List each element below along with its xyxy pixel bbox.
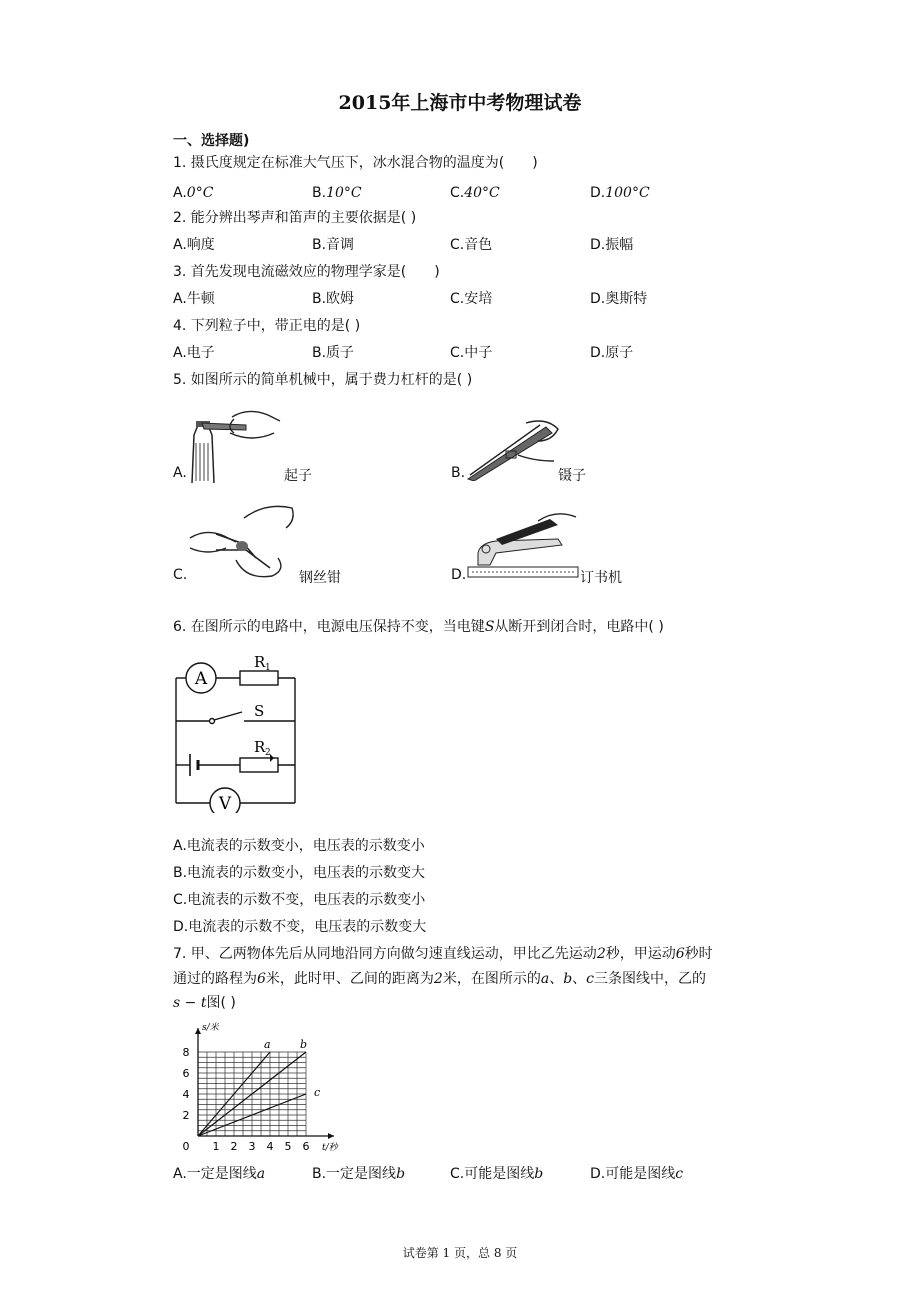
- q1-option-b[interactable]: B.10°C: [312, 185, 362, 201]
- q5-caption-a: 起子: [284, 468, 312, 484]
- circuit-diagram: [170, 648, 302, 813]
- q2-option-b[interactable]: B.音调: [312, 237, 355, 253]
- q2-option-d[interactable]: D.振幅: [590, 237, 634, 253]
- q2-option-c[interactable]: C.音色: [450, 237, 493, 253]
- q2-stem: 2. 能分辨出琴声和笛声的主要依据是( ): [173, 210, 417, 226]
- q6-option-a[interactable]: A.电流表的示数变小，电压表的示数变小: [173, 838, 425, 854]
- bottle-opener-figure: [182, 403, 282, 485]
- section-heading: 一、选择题): [173, 133, 250, 149]
- q5-letter-c[interactable]: C.: [173, 567, 188, 583]
- q4-option-b[interactable]: B.质子: [312, 345, 355, 361]
- q1-option-c[interactable]: C.40°C: [450, 185, 500, 201]
- q7-option-a[interactable]: A.一定是图线a: [173, 1166, 266, 1182]
- q7-line-2: 通过的路程为6米，此时甲、乙间的距离为2米，在图所示的a、b、c三条图线中，乙的: [173, 971, 707, 987]
- series-label-b: b: [300, 1038, 308, 1051]
- st-graph: [170, 1018, 350, 1158]
- x-axis-arrow: [328, 1133, 334, 1139]
- q5-caption-b: 镊子: [558, 468, 586, 484]
- q7-option-d[interactable]: D.可能是图线c: [590, 1166, 684, 1182]
- r1-label: R: [254, 653, 266, 671]
- q3-option-d[interactable]: D.奥斯特: [590, 291, 648, 307]
- q6-stem: 6. 在图所示的电路中，电源电压保持不变，当电键S从断开到闭合时，电路中( ): [173, 619, 664, 635]
- x-tick-label: 6: [302, 1140, 310, 1153]
- wire-pliers-figure: [186, 498, 298, 582]
- q5-letter-b[interactable]: B.: [451, 465, 466, 481]
- x-tick-label: 5: [284, 1140, 292, 1153]
- q3-option-c[interactable]: C.安培: [450, 291, 493, 307]
- x-tick-label: 4: [266, 1140, 274, 1153]
- q2-option-a[interactable]: A.响度: [173, 237, 215, 253]
- q7-line-3: s − t图( ): [173, 995, 236, 1011]
- q7-option-c[interactable]: C.可能是图线b: [450, 1166, 544, 1182]
- x-tick-label: 2: [230, 1140, 238, 1153]
- q3-option-b[interactable]: B.欧姆: [312, 291, 355, 307]
- ammeter-label: A: [194, 669, 208, 689]
- y-tick-label: 2: [182, 1109, 190, 1122]
- q5-caption-c: 钢丝钳: [299, 570, 341, 586]
- x-tick-label: 3: [248, 1140, 256, 1153]
- q1-option-d[interactable]: D.100°C: [590, 185, 650, 201]
- x-axis-label: t/秒: [322, 1143, 338, 1153]
- q7-line-1: 7. 甲、乙两物体先后从同地沿同方向做匀速直线运动，甲比乙先运动2秒，甲运动6秒时: [173, 946, 713, 962]
- q5-stem: 5. 如图所示的简单机械中，属于费力杠杆的是( ): [173, 372, 473, 388]
- q5-caption-d: 订书机: [580, 570, 622, 586]
- r2-label: R: [254, 738, 266, 756]
- q6-option-b[interactable]: B.电流表的示数变小，电压表的示数变大: [173, 865, 426, 881]
- q4-option-d[interactable]: D.原子: [590, 345, 634, 361]
- q5-letter-d[interactable]: D.: [451, 567, 467, 583]
- y-tick-label: 8: [182, 1046, 190, 1059]
- r2-subscript: 2: [265, 748, 271, 758]
- page-footer: 试卷第 1 页，总 8 页: [402, 1246, 518, 1260]
- voltmeter-label: V: [218, 794, 232, 813]
- q1-stem: 1. 摄氏度规定在标准大气压下，冰水混合物的温度为( ): [173, 155, 538, 171]
- q6-option-d[interactable]: D.电流表的示数不变，电压表的示数变大: [173, 919, 427, 935]
- switch-label: S: [254, 702, 265, 720]
- q1-option-a[interactable]: A.0°C: [173, 185, 214, 201]
- q7-option-b[interactable]: B.一定是图线b: [312, 1166, 406, 1182]
- q3-option-a[interactable]: A.牛顿: [173, 291, 215, 307]
- tweezers-figure: [462, 415, 562, 481]
- q6-option-c[interactable]: C.电流表的示数不变，电压表的示数变小: [173, 892, 426, 908]
- q3-stem: 3. 首先发现电流磁效应的物理学家是( ): [173, 264, 440, 280]
- series-label-a: a: [264, 1038, 271, 1051]
- q4-stem: 4. 下列粒子中，带正电的是( ): [173, 318, 361, 334]
- y-axis-arrow: [195, 1028, 201, 1034]
- series-label-c: c: [314, 1086, 321, 1099]
- q5-letter-a[interactable]: A.: [173, 465, 187, 481]
- stapler-figure: [466, 505, 584, 581]
- x-tick-label: 0: [182, 1140, 190, 1153]
- y-axis-label: s/米: [202, 1023, 219, 1033]
- q4-option-c[interactable]: C.中子: [450, 345, 493, 361]
- x-tick-label: 1: [212, 1140, 220, 1153]
- y-tick-label: 4: [182, 1088, 190, 1101]
- q4-option-a[interactable]: A.电子: [173, 345, 215, 361]
- page-title: 2015年上海市中考物理试卷: [338, 92, 582, 114]
- r1-subscript: 1: [265, 663, 271, 673]
- y-tick-label: 6: [182, 1067, 190, 1080]
